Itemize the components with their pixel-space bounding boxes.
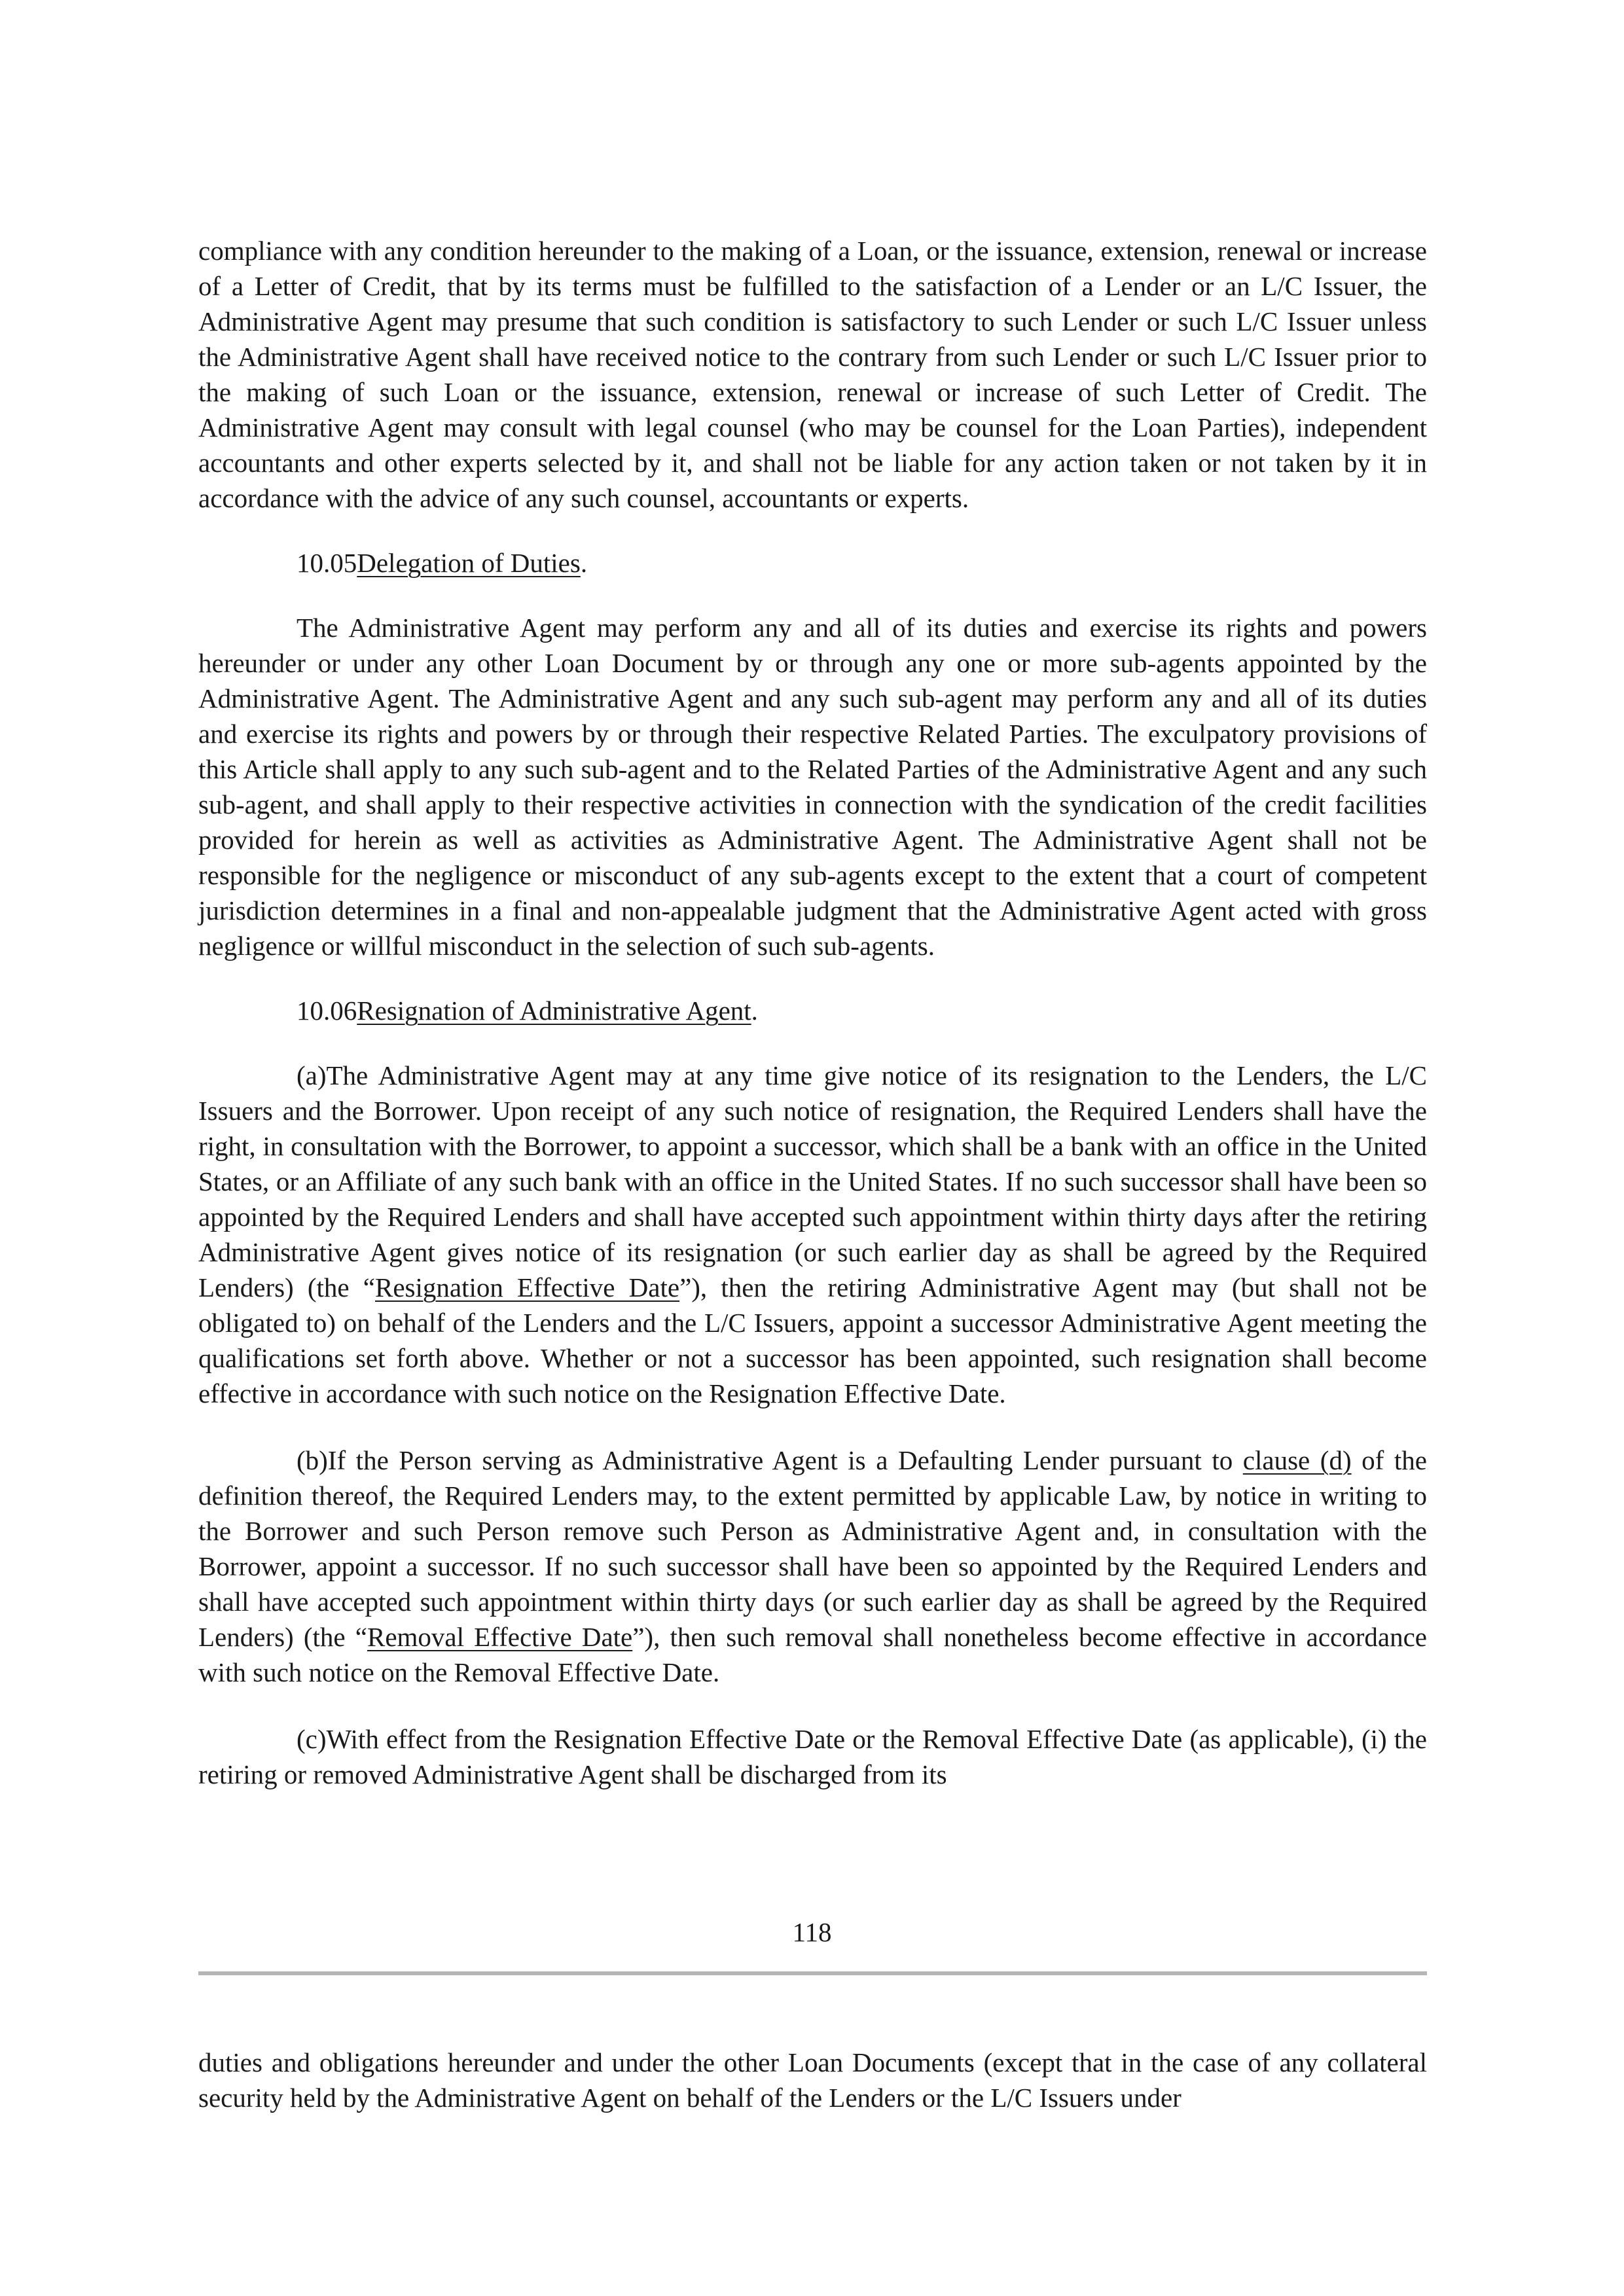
paragraph-clause-a (198, 1058, 1427, 1411)
clause-b-text-end: ”), then such removal shall nonetheless become effective in accordance with such notice on the Removal Effective Date. (198, 1622, 1427, 1687)
paragraph-clause-b (198, 1443, 1427, 1690)
paragraph-clause-c: (c)With effect from the Resignation Effective Date or the Removal Effective Date (as applicable), (i) the retiring or removed Administrative Agent shall be discharged from its (198, 1724, 1427, 1789)
section-period: . (580, 548, 588, 578)
section-heading-10-06 (198, 993, 1427, 1028)
section-number: 10.05 (297, 548, 357, 578)
defined-term-removal-effective-date: Removal Effective Date (367, 1622, 633, 1652)
page-number: 118 (792, 1917, 832, 1947)
clause-b-text-continued: of the definition thereof, the Required Lenders may, to the extent permitted by applicable Law, by notice in writing to the Borrower and such Person remove such Person as Administrative Agent and, in consultation with the Borrower, appoint a successor. If no such successor shall have been so appointed by the Required Lenders and shall have accepted such appointment within thirty days (or such earlier day as shall be agreed by the Required Lenders) (the “ (198, 1445, 1427, 1652)
clause-a-text: (a)The Administrative Agent may at any time give notice of its resignation to the Lenders, the L/C Issuers and the Borrower. Upon receipt of any such notice of resignation, the Required Lenders shall have the right, in consultation with the Borrower, to appoint a successor, which shall be a bank with an office in the United States, or an Affiliate of any such bank with an office in the United States. If no such successor shall have been so appointed by the Required Lenders and shall have accepted such appointment within thirty days after the retiring Administrative Agent gives notice of its resignation (or such earlier day as shall be agreed by the Required Lenders) (the “ (198, 1060, 1427, 1302)
paragraph-continuation: compliance with any condition hereunder to the making of a Loan, or the issuance, extension, renewal or increase of a Letter of Credit, that by its terms must be fulfilled to the satisfaction of a Lender or an L/C Issuer, the Administrative Agent may presume that such condition is satisfactory to such Lender or such L/C Issuer unless the Administrative Agent shall have received notice to the contrary from such Lender or such L/C Issuer prior to the making of such Loan or the issuance, extension, renewal or increase of such Letter of Credit. The Administrative Agent may consult with legal counsel (who may be counsel for the Loan Parties), independent accountants and other experts selected by it, and shall not be liable for any action taken or not taken by it in accordance with the advice of any such counsel, accountants or experts. (198, 236, 1427, 513)
clause-b-text: (b)If the Person serving as Administrative Agent is a Defaulting Lender pursuant to (297, 1445, 1243, 1475)
section-number: 10.06 (297, 996, 357, 1026)
section-heading-10-05 (198, 545, 1427, 581)
page-divider (198, 1971, 1427, 1975)
document-page (198, 233, 1427, 1792)
next-page-text: duties and obligations hereunder and under the other Loan Documents (except that in the case of any collateral security held by the Administrative Agent on behalf of the Lenders or the L/C Issuers under (198, 2047, 1427, 2113)
section-title: Resignation of Administrative Agent (357, 996, 751, 1026)
paragraph-delegation: The Administrative Agent may perform any and all of its duties and exercise its rights and powers hereunder or under any other Loan Document by or through any one or more sub-agents appointed by the Administrative Agent. The Administrative Agent and any such sub-agent may perform any and all of its duties and exercise its rights and powers by or through their respective Related Parties. The exculpatory provisions of this Article shall apply to any such sub-agent and to the Related Parties of the Administrative Agent and any such sub-agent, and shall apply to their respective activities in connection with the syndication of the credit facilities provided for herein as well as activities as Administrative Agent. The Administrative Agent shall not be responsible for the negligence or misconduct of any sub-agents except to the extent that a court of competent jurisdiction determines in a final and non-appealable judgment that the Administrative Agent acted with gross negligence or willful misconduct in the selection of such sub-agents. (198, 613, 1427, 961)
clause-reference-d: clause (d) (1242, 1445, 1352, 1475)
defined-term-resignation-effective-date: Resignation Effective Date (374, 1272, 680, 1302)
section-period: . (751, 996, 758, 1026)
clause-a-text-continued: ”), then the retiring Administrative Agent may (but shall not be obligated to) on behalf of the Lenders and the L/C Issuers, appoint a successor Administrative Agent meeting the qualifications set forth above. Whether or not a successor has been appointed, such resignation shall become effective in accordance with such notice on the Resignation Effective Date. (198, 1272, 1427, 1408)
section-title: Delegation of Duties (357, 548, 581, 578)
